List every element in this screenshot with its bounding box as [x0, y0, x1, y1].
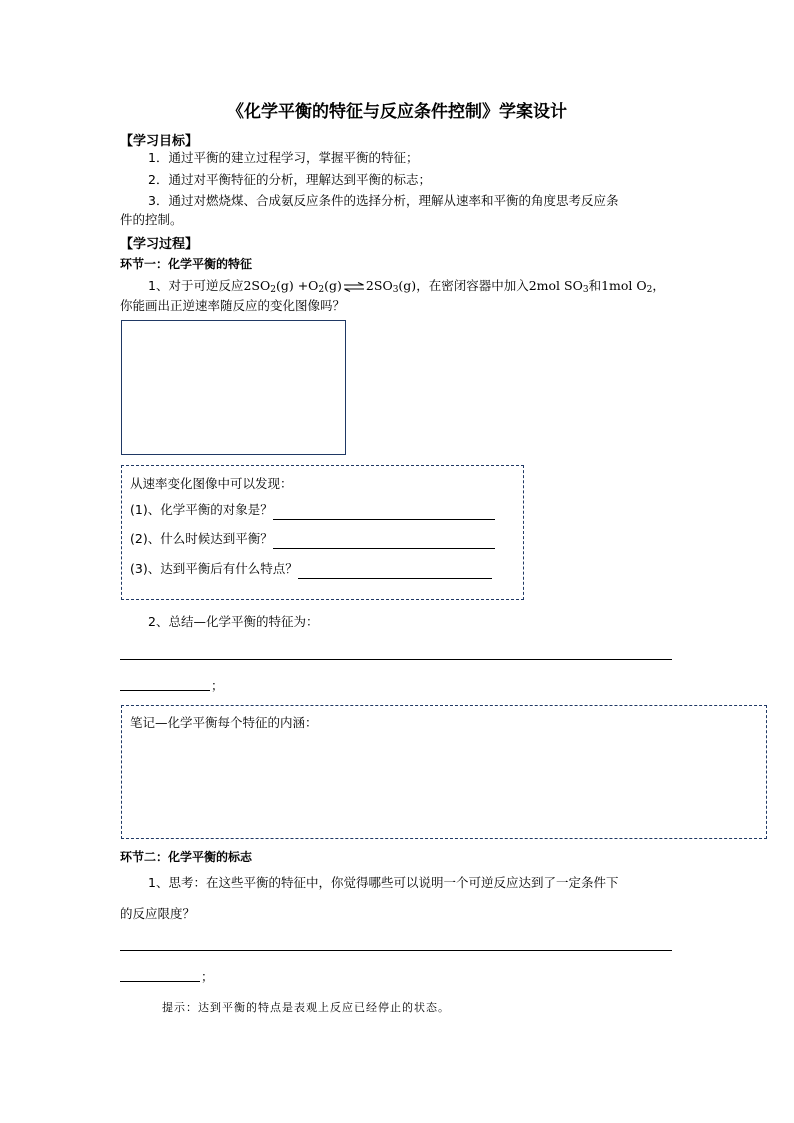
goal-item: 2．通过对平衡特征的分析，理解达到平衡的标志； — [148, 172, 431, 187]
notes-label: 笔记—化学平衡每个特征的内涵： — [130, 715, 318, 730]
answer-line[interactable] — [120, 950, 672, 951]
goals-heading: 【学习目标】 — [120, 134, 199, 149]
goal-item: 3．通过对燃烧煤、合成氨反应条件的选择分析，理解从速率和平衡的角度思考反应条 — [148, 193, 619, 208]
process-heading: 【学习过程】 — [120, 237, 199, 252]
section1-heading: 环节一：化学平衡的特征 — [120, 257, 253, 271]
findings-box — [121, 465, 524, 600]
answer-line[interactable] — [273, 534, 495, 549]
q1-prefix: 1、对于可逆反应 — [148, 278, 244, 293]
answer-line[interactable] — [120, 659, 672, 660]
finding-question-2: (2)、什么时候达到平衡？ — [130, 529, 495, 549]
semicolon: ； — [211, 678, 224, 693]
semicolon: ； — [201, 969, 214, 984]
answer-line[interactable] — [120, 981, 200, 982]
think-question-line2: 的反应限度？ — [120, 906, 196, 921]
goal-item: 件的控制。 — [120, 212, 183, 227]
section2-heading: 环节二：化学平衡的标志 — [120, 850, 253, 864]
summary-prompt: 2、总结—化学平衡的特征为： — [148, 614, 319, 629]
graph-drawing-box[interactable] — [121, 320, 346, 455]
answer-line[interactable] — [298, 564, 492, 579]
goal-item: 1．通过平衡的建立过程学习，掌握平衡的特征； — [148, 150, 419, 165]
notes-box[interactable] — [121, 705, 767, 839]
question-1-line2: 你能画出正逆速率随反应的变化图像吗？ — [120, 298, 346, 313]
finding-question-3: (3)、达到平衡后有什么特点？ — [130, 559, 492, 579]
findings-intro: 从速率变化图像中可以发现： — [130, 476, 293, 491]
page-title: 《化学平衡的特征与反应条件控制》学案设计 — [227, 102, 567, 122]
answer-line[interactable] — [120, 690, 210, 691]
equation: $2SO_2(g) +O_2(g)$ $2SO_3(g)$ — [243, 278, 417, 295]
think-question: 1、思考：在这些平衡的特征中，你觉得哪些可以说明一个可逆反应达到了一定条件下 — [148, 875, 619, 890]
hint-text: 提示：达到平衡的特点是表观上反应已经停止的状态。 — [162, 1001, 450, 1014]
answer-line[interactable] — [273, 505, 495, 520]
finding-question-1: (1)、化学平衡的对象是？ — [130, 500, 495, 520]
question-1: 1、对于可逆反应$2SO_2(g) +O_2(g)$ $2SO_3(g)$，在密闭容器中加入2mol $SO_3$和1mol $O_2$， — [148, 278, 665, 295]
equilibrium-arrow-icon — [343, 282, 365, 292]
